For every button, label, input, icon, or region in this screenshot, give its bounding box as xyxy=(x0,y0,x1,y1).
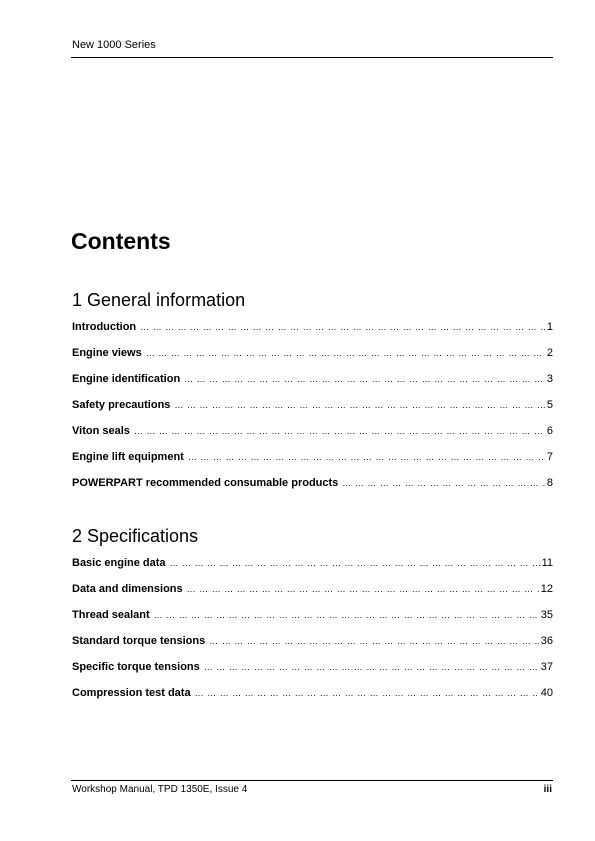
running-header: New 1000 Series xyxy=(72,39,156,51)
toc-entry-title[interactable]: Engine lift equipment xyxy=(72,451,184,463)
toc-entry-title[interactable]: Compression test data xyxy=(72,687,191,699)
toc-entry-title[interactable]: Specific torque tensions xyxy=(72,661,200,673)
toc-page-number[interactable]: 6 xyxy=(546,425,553,437)
toc-entry-title[interactable]: Engine identification xyxy=(72,373,181,385)
toc-entry-title[interactable]: Basic engine data xyxy=(72,557,166,569)
toc-entry-title[interactable]: Engine views xyxy=(72,347,142,359)
dot-leader xyxy=(187,584,539,594)
dot-leader xyxy=(342,478,545,488)
toc-entry-title[interactable]: Thread sealant xyxy=(72,609,150,621)
toc-entry-specific-torque-tensions[interactable] xyxy=(72,661,553,687)
footer-divider xyxy=(71,780,553,781)
toc-page-number[interactable]: 11 xyxy=(541,557,553,569)
toc-entry-safety-precautions[interactable] xyxy=(72,399,553,425)
toc-entry-engine-views[interactable] xyxy=(72,347,553,373)
toc-entry-title[interactable]: Viton seals xyxy=(72,425,130,437)
toc-entry-title[interactable]: POWERPART recommended consumable products xyxy=(72,477,339,489)
dot-leader xyxy=(154,610,539,620)
footer-page-number: iii xyxy=(543,784,552,795)
toc-page-number[interactable]: 7 xyxy=(546,451,553,463)
toc-page-number[interactable]: 40 xyxy=(540,687,553,699)
toc-entry-engine-identification[interactable] xyxy=(72,373,553,399)
dot-leader xyxy=(146,348,545,358)
toc-entry-thread-sealant[interactable] xyxy=(72,609,553,635)
toc-entry-powerpart-consumables[interactable] xyxy=(72,477,553,503)
footer-manual-reference: Workshop Manual, TPD 1350E, Issue 4 xyxy=(72,784,248,795)
dot-leader xyxy=(174,400,544,410)
dot-leader xyxy=(134,426,545,436)
toc-entry-standard-torque-tensions[interactable] xyxy=(72,635,553,661)
toc-list-general-information xyxy=(72,321,553,503)
toc-page-number[interactable]: 1 xyxy=(546,321,553,333)
dot-leader xyxy=(184,374,545,384)
header-divider xyxy=(71,57,553,58)
toc-entry-title[interactable]: Standard torque tensions xyxy=(72,635,206,647)
dot-leader xyxy=(188,452,545,462)
dot-leader xyxy=(209,636,539,646)
toc-entry-viton-seals[interactable] xyxy=(72,425,553,451)
page-title: Contents xyxy=(71,228,171,254)
toc-page-number[interactable]: 3 xyxy=(546,373,553,385)
dot-leader xyxy=(195,688,539,698)
toc-page-number[interactable]: 2 xyxy=(546,347,553,359)
toc-entry-title[interactable]: Data and dimensions xyxy=(72,583,183,595)
toc-entry-engine-lift-equipment[interactable] xyxy=(72,451,553,477)
dot-leader xyxy=(170,558,540,568)
toc-entry-data-and-dimensions[interactable] xyxy=(72,583,553,609)
dot-leader xyxy=(204,662,539,672)
toc-entry-basic-engine-data[interactable] xyxy=(72,557,553,583)
toc-list-specifications xyxy=(72,557,553,713)
toc-entry-compression-test-data[interactable] xyxy=(72,687,553,713)
toc-page-number[interactable]: 8 xyxy=(546,477,553,489)
toc-entry-title[interactable]: Introduction xyxy=(72,321,137,333)
toc-page-number[interactable]: 5 xyxy=(546,399,553,411)
toc-page-number[interactable]: 35 xyxy=(540,609,553,621)
toc-page-number[interactable]: 37 xyxy=(540,661,553,673)
section-heading-general-information: 1 General information xyxy=(72,290,246,310)
toc-page-number[interactable]: 12 xyxy=(540,583,553,595)
toc-entry-title[interactable]: Safety precautions xyxy=(72,399,171,411)
section-heading-specifications: 2 Specifications xyxy=(72,526,199,546)
toc-entry-introduction[interactable] xyxy=(72,321,553,347)
toc-page-number[interactable]: 36 xyxy=(540,635,553,647)
dot-leader xyxy=(140,322,545,332)
